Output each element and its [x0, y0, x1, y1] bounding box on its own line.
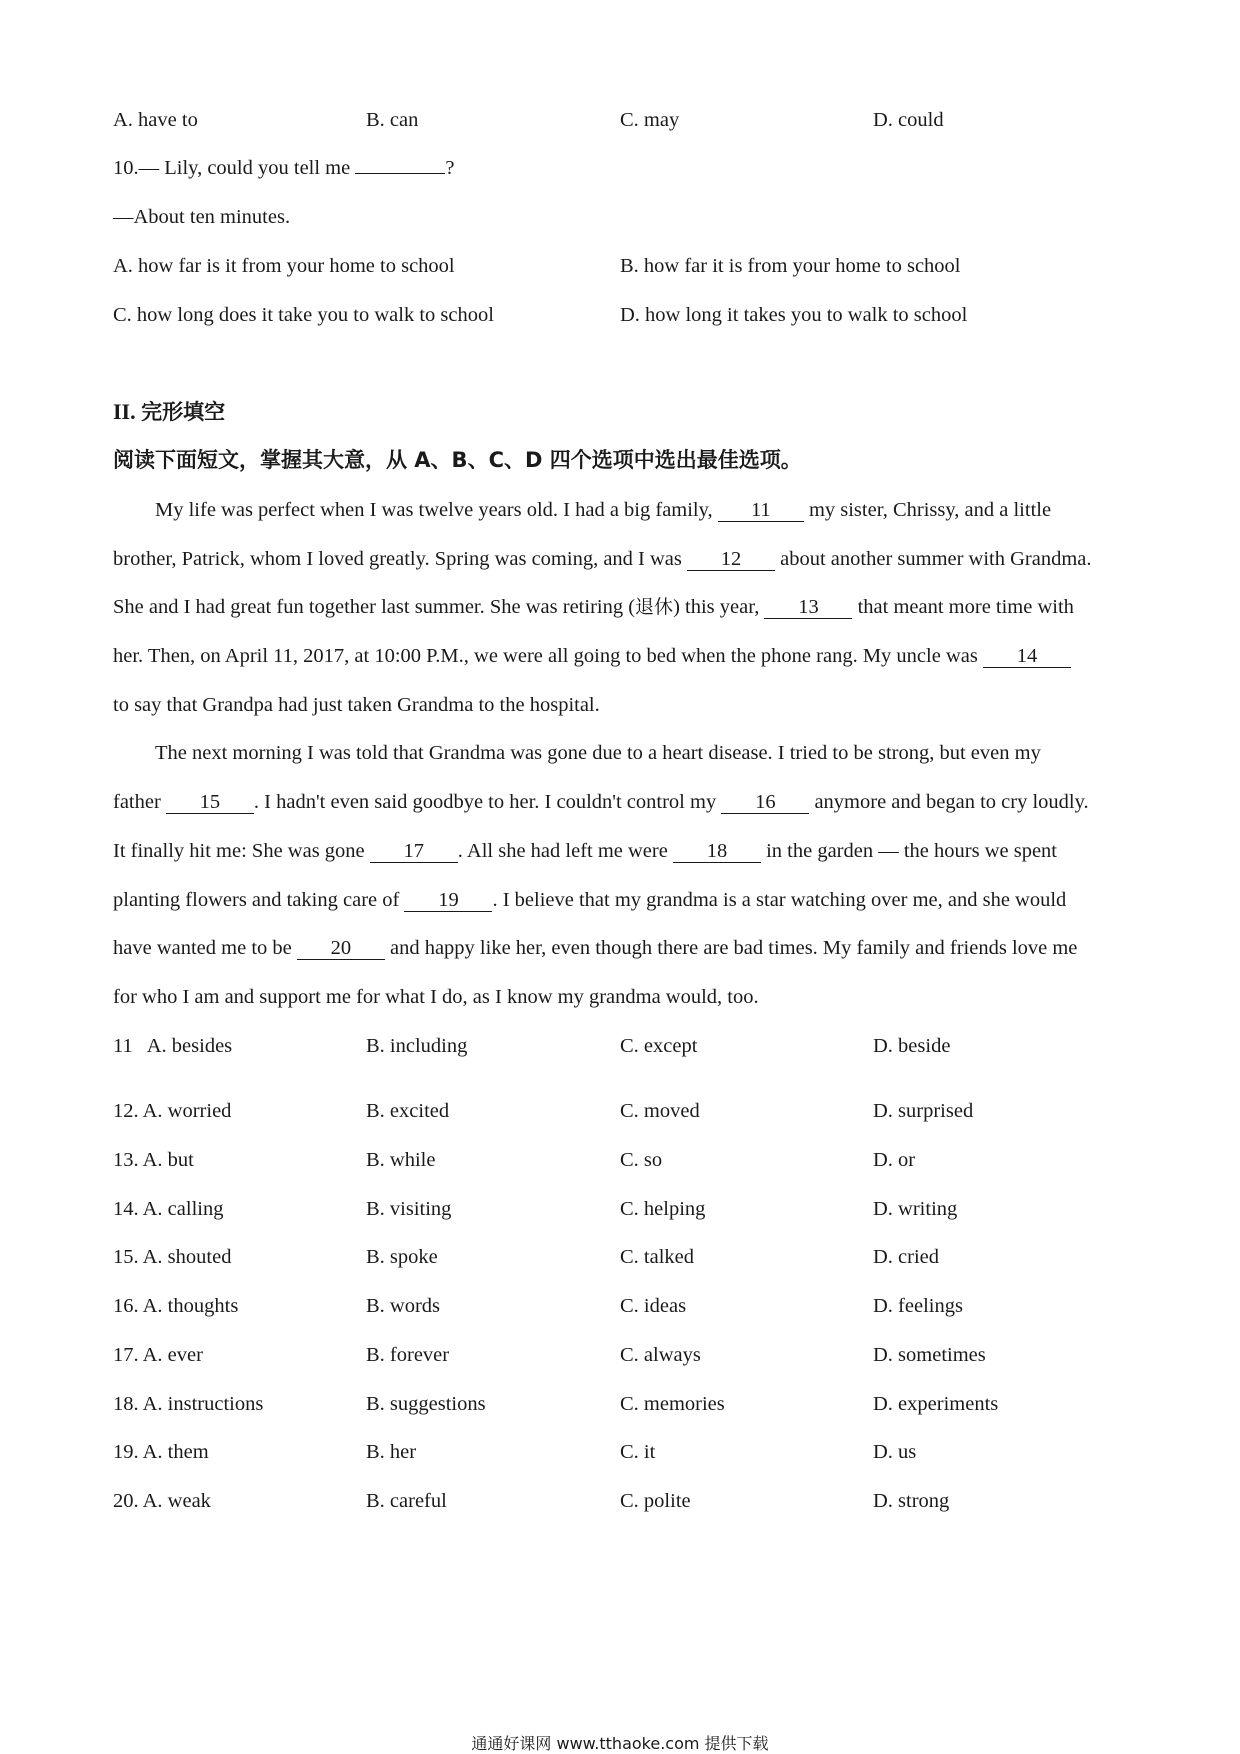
section-number: II. — [113, 399, 136, 424]
question-number: 12. — [113, 1100, 139, 1122]
option-text: A. ever — [142, 1344, 203, 1366]
question-14-option-d: D. writing — [873, 1198, 958, 1220]
passage-line-8 — [113, 838, 1135, 864]
q9-option-b: B. can — [366, 109, 419, 131]
question-number: 20. — [113, 1490, 139, 1512]
passage-text: . I hadn't even said goodbye to her. I couldn't control my — [253, 791, 717, 813]
blank-11: 11 — [718, 499, 804, 522]
question-12-option-d: D. surprised — [873, 1100, 974, 1122]
question-number: 11 — [113, 1035, 133, 1057]
blank-20: 20 — [297, 937, 385, 960]
question-19-option-c: C. it — [620, 1441, 656, 1463]
question-20-option-b: B. careful — [366, 1490, 447, 1512]
question-17-option-c: C. always — [620, 1344, 701, 1366]
q10-option-d: D. how long it takes you to walk to school — [620, 304, 968, 326]
question-15-option-c: C. talked — [620, 1246, 695, 1268]
q9-option-d: D. could — [873, 109, 944, 131]
passage-line-9 — [113, 887, 1135, 913]
passage-text: My life was perfect when I was twelve years old. I had a big family, — [155, 499, 713, 521]
q9-option-c: C. may — [620, 109, 680, 131]
question-11-option-d: D. beside — [873, 1035, 951, 1057]
question-12-option-c: C. moved — [620, 1100, 700, 1122]
question-20-option-a — [113, 1488, 211, 1514]
question-11-option-a — [113, 1033, 232, 1059]
q10-option-a: A. how far is it from your home to school — [113, 255, 455, 277]
question-11-option-b: B. including — [366, 1035, 468, 1057]
passage-text: ) this year, — [673, 596, 760, 618]
question-number: 18. — [113, 1393, 139, 1415]
passage-line-2 — [113, 546, 1135, 572]
question-17-option-d: D. sometimes — [873, 1344, 986, 1366]
question-11-option-c: C. except — [620, 1035, 698, 1057]
page-footer: 通通好课网 www.tthaoke.com 提供下载 — [471, 1734, 769, 1753]
passage-line-11: for who I am and support me for what I do, as I know my grandma would, too. — [113, 986, 759, 1008]
passage-text: and happy like her, even though there are bad times. My family and friends love me — [389, 937, 1078, 959]
q10-option-c: C. how long does it take you to walk to school — [113, 304, 494, 326]
passage-line-1 — [113, 497, 1177, 523]
question-number: 15. — [113, 1246, 139, 1268]
option-text: A. shouted — [142, 1246, 232, 1268]
question-18-option-d: D. experiments — [873, 1393, 999, 1415]
q10-blank — [355, 173, 445, 174]
question-15-option-b: B. spoke — [366, 1246, 438, 1268]
question-20-option-d: D. strong — [873, 1490, 950, 1512]
question-13-option-d: D. or — [873, 1149, 916, 1171]
q9-option-a: A. have to — [113, 109, 198, 131]
option-text: A. worried — [142, 1100, 232, 1122]
passage-text: her. Then, on April 11, 2017, at 10:00 P.M., we were all going to bed when the phone rang. My uncle was — [113, 645, 978, 667]
question-17-option-b: B. forever — [366, 1344, 450, 1366]
question-16-option-d: D. feelings — [873, 1295, 963, 1317]
passage-text: It finally hit me: She was gone — [113, 840, 365, 862]
question-number: 16. — [113, 1295, 139, 1317]
question-19-option-d: D. us — [873, 1441, 917, 1463]
question-number: 14. — [113, 1198, 139, 1220]
blank-18: 18 — [673, 840, 761, 863]
blank-15: 15 — [166, 791, 254, 814]
question-13-option-a — [113, 1147, 194, 1173]
question-19-option-a — [113, 1439, 209, 1465]
blank-19: 19 — [404, 889, 492, 912]
passage-text: brother, Patrick, whom I loved greatly. Spring was coming, and I was — [113, 548, 682, 570]
q10-stem-end: ? — [445, 157, 455, 179]
passage-text: have wanted me to be — [113, 937, 292, 959]
question-16-option-c: C. ideas — [620, 1295, 687, 1317]
passage-text: . All she had left me were — [457, 840, 668, 862]
blank-12: 12 — [687, 548, 775, 571]
passage-text: in the garden — the hours we spent — [766, 840, 1058, 862]
option-text: A. weak — [142, 1490, 211, 1512]
passage-text: anymore and began to cry loudly. — [814, 791, 1089, 813]
passage-line-7 — [113, 789, 1135, 815]
question-15-option-d: D. cried — [873, 1246, 940, 1268]
option-text: A. besides — [146, 1035, 233, 1057]
blank-14: 14 — [983, 645, 1071, 668]
section-title: 完形填空 — [141, 400, 226, 424]
question-19-option-b: B. her — [366, 1441, 417, 1463]
question-16-option-a — [113, 1293, 238, 1319]
passage-line-6: The next morning I was told that Grandma was gone due to a heart disease. I tried to be strong, but even my — [155, 742, 1041, 764]
passage-text: She and I had great fun together last summer. She was retiring ( — [113, 596, 636, 618]
question-14-option-a — [113, 1196, 223, 1222]
question-number: 19. — [113, 1441, 139, 1463]
question-number: 13. — [113, 1149, 139, 1171]
question-13-option-c: C. so — [620, 1149, 663, 1171]
option-text: A. calling — [142, 1198, 224, 1220]
blank-13: 13 — [764, 596, 852, 619]
question-number: 17. — [113, 1344, 139, 1366]
section-instruction: 阅读下面短文，掌握其大意，从 A、B、C、D 四个选项中选出最佳选项。 — [113, 448, 802, 472]
question-18-option-c: C. memories — [620, 1393, 725, 1415]
passage-line-4 — [113, 643, 1135, 669]
blank-17: 17 — [370, 840, 458, 863]
option-text: A. them — [142, 1441, 209, 1463]
q10-option-b: B. how far it is from your home to school — [620, 255, 961, 277]
question-14-option-c: C. helping — [620, 1198, 706, 1220]
passage-text: . I believe that my grandma is a star watching over me, and she would — [492, 889, 1067, 911]
option-text: A. thoughts — [142, 1295, 239, 1317]
question-20-option-c: C. polite — [620, 1490, 691, 1512]
passage-line-10 — [113, 935, 1135, 961]
question-18-option-b: B. suggestions — [366, 1393, 486, 1415]
option-text: A. but — [142, 1149, 194, 1171]
question-15-option-a — [113, 1244, 231, 1270]
passage-line-5: to say that Grandpa had just taken Grandma to the hospital. — [113, 694, 600, 716]
question-16-option-b: B. words — [366, 1295, 441, 1317]
q10-stem-text: 10.— Lily, could you tell me — [113, 157, 356, 179]
passage-chinese-note: 退休 — [635, 596, 674, 618]
q10-reply: —About ten minutes. — [113, 206, 291, 228]
question-18-option-a — [113, 1391, 263, 1417]
passage-text: planting flowers and taking care of — [113, 889, 400, 911]
passage-text: father — [113, 791, 161, 813]
blank-16: 16 — [721, 791, 809, 814]
question-17-option-a — [113, 1342, 203, 1368]
passage-text: that meant more time with — [857, 596, 1074, 618]
q10-stem — [113, 155, 454, 181]
question-12-option-a — [113, 1098, 231, 1124]
question-14-option-b: B. visiting — [366, 1198, 452, 1220]
passage-text: my sister, Chrissy, and a little — [808, 499, 1052, 521]
section-heading — [113, 398, 225, 426]
passage-line-3 — [113, 594, 1135, 620]
question-12-option-b: B. excited — [366, 1100, 450, 1122]
question-13-option-b: B. while — [366, 1149, 436, 1171]
option-text: A. instructions — [142, 1393, 264, 1415]
passage-text: about another summer with Grandma. — [780, 548, 1092, 570]
